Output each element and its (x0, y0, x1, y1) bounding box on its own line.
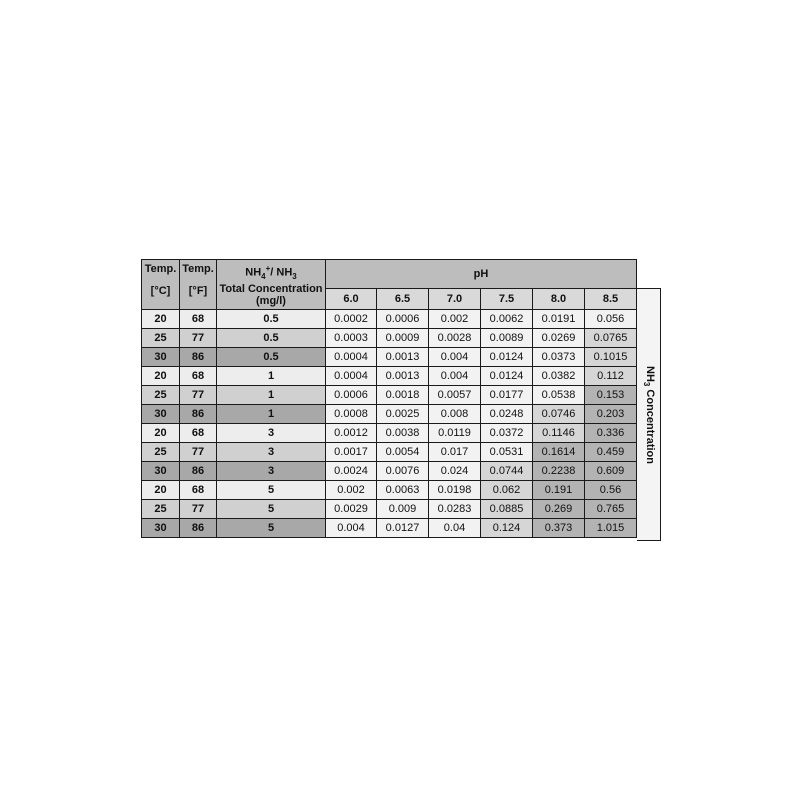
temp-f-cell: 86 (180, 348, 217, 367)
value-cell: 0.112 (585, 367, 637, 386)
value-cell: 0.062 (481, 481, 533, 500)
concentration-cell: 1 (217, 367, 326, 386)
nh3-concentration-side-panel (637, 288, 661, 541)
value-cell: 0.0025 (377, 405, 429, 424)
temp-c-label: Temp. (144, 263, 177, 275)
value-cell: 0.0119 (429, 424, 481, 443)
temp-f-cell: 68 (180, 424, 217, 443)
value-cell: 0.269 (533, 500, 585, 519)
temp-f-cell: 68 (180, 310, 217, 329)
concentration-cell: 0.5 (217, 310, 326, 329)
temp-c-cell: 25 (142, 500, 180, 519)
value-cell: 0.0038 (377, 424, 429, 443)
value-cell: 0.0885 (481, 500, 533, 519)
value-cell: 0.153 (585, 386, 637, 405)
concentration-cell: 5 (217, 519, 326, 538)
concentration-cell: 5 (217, 481, 326, 500)
value-cell: 0.0531 (481, 443, 533, 462)
temp-f-cell: 77 (180, 386, 217, 405)
concentration-cell: 1 (217, 405, 326, 424)
table-row (142, 500, 637, 519)
value-cell: 0.0024 (326, 462, 377, 481)
value-cell: 0.004 (326, 519, 377, 538)
table-row (142, 481, 637, 500)
value-cell: 0.0004 (326, 348, 377, 367)
concentration-formula: $NH_4^+/$ $NH_3$ (245, 264, 297, 281)
value-cell: 0.0283 (429, 500, 481, 519)
table-row (142, 386, 637, 405)
value-cell: 0.017 (429, 443, 481, 462)
value-cell: 0.56 (585, 481, 637, 500)
table-body (142, 310, 637, 538)
value-cell: 0.0017 (326, 443, 377, 462)
value-cell: 0.0006 (326, 386, 377, 405)
value-cell: 0.0269 (533, 329, 585, 348)
ph-value-header: 7.5 (481, 288, 533, 309)
value-cell: 0.0013 (377, 367, 429, 386)
value-cell: 0.004 (429, 348, 481, 367)
nh3-concentration-label: $NH_3$ Concentration (641, 365, 656, 464)
table-row (142, 424, 637, 443)
temp-c-cell: 30 (142, 462, 180, 481)
value-cell: 0.009 (377, 500, 429, 519)
temp-c-cell: 20 (142, 310, 180, 329)
value-cell: 0.0744 (481, 462, 533, 481)
value-cell: 0.0127 (377, 519, 429, 538)
ph-value-header: 8.0 (533, 288, 585, 309)
value-cell: 0.0191 (533, 310, 585, 329)
value-cell: 0.0028 (429, 329, 481, 348)
value-cell: 0.0062 (481, 310, 533, 329)
value-cell: 0.0004 (326, 367, 377, 386)
temp-f-cell: 77 (180, 443, 217, 462)
ph-title: pH (326, 260, 637, 289)
value-cell: 0.0009 (377, 329, 429, 348)
value-cell: 0.002 (429, 310, 481, 329)
value-cell: 0.1146 (533, 424, 585, 443)
value-cell: 0.0012 (326, 424, 377, 443)
table-row (142, 462, 637, 481)
value-cell: 0.0124 (481, 348, 533, 367)
ph-value-header: 6.5 (377, 288, 429, 309)
value-cell: 0.2238 (533, 462, 585, 481)
value-cell: 0.0372 (481, 424, 533, 443)
concentration-cell: 3 (217, 443, 326, 462)
value-cell: 0.1614 (533, 443, 585, 462)
value-cell: 0.124 (481, 519, 533, 538)
value-cell: 0.0018 (377, 386, 429, 405)
temp-f-header (180, 260, 217, 310)
value-cell: 0.0076 (377, 462, 429, 481)
value-cell: 0.0003 (326, 329, 377, 348)
temp-c-header (142, 260, 180, 310)
value-cell: 0.0063 (377, 481, 429, 500)
value-cell: 1.015 (585, 519, 637, 538)
temp-f-cell: 86 (180, 405, 217, 424)
value-cell: 0.0382 (533, 367, 585, 386)
value-cell: 0.609 (585, 462, 637, 481)
value-cell: 0.0013 (377, 348, 429, 367)
value-cell: 0.459 (585, 443, 637, 462)
value-cell: 0.056 (585, 310, 637, 329)
concentration-cell: 0.5 (217, 348, 326, 367)
value-cell: 0.0008 (326, 405, 377, 424)
value-cell: 0.024 (429, 462, 481, 481)
table-row (142, 348, 637, 367)
table-row (142, 310, 637, 329)
value-cell: 0.0248 (481, 405, 533, 424)
ph-value-header: 7.0 (429, 288, 481, 309)
concentration-cell: 3 (217, 462, 326, 481)
value-cell: 0.0124 (481, 367, 533, 386)
value-cell: 0.0538 (533, 386, 585, 405)
temp-f-unit: [°F] (188, 285, 208, 297)
value-cell: 0.336 (585, 424, 637, 443)
temp-c-cell: 20 (142, 481, 180, 500)
table-row (142, 367, 637, 386)
value-cell: 0.0006 (377, 310, 429, 329)
temp-f-cell: 68 (180, 367, 217, 386)
value-cell: 0.0746 (533, 405, 585, 424)
table-row (142, 329, 637, 348)
temp-f-label: Temp. (182, 263, 214, 275)
table-row (142, 519, 637, 538)
concentration-cell: 5 (217, 500, 326, 519)
temp-f-cell: 68 (180, 481, 217, 500)
value-cell: 0.008 (429, 405, 481, 424)
concentration-cell: 1 (217, 386, 326, 405)
value-cell: 0.004 (429, 367, 481, 386)
temp-f-cell: 86 (180, 519, 217, 538)
value-cell: 0.1015 (585, 348, 637, 367)
value-cell: 0.0089 (481, 329, 533, 348)
value-cell: 0.002 (326, 481, 377, 500)
concentration-cell: 0.5 (217, 329, 326, 348)
value-cell: 0.04 (429, 519, 481, 538)
temp-c-cell: 30 (142, 405, 180, 424)
temp-c-unit: [°C] (150, 285, 171, 297)
temp-c-cell: 25 (142, 386, 180, 405)
concentration-unit: (mg/l) (256, 294, 286, 307)
value-cell: 0.373 (533, 519, 585, 538)
temp-c-cell: 25 (142, 443, 180, 462)
value-cell: 0.765 (585, 500, 637, 519)
value-cell: 0.0765 (585, 329, 637, 348)
value-cell: 0.0198 (429, 481, 481, 500)
value-cell: 0.0373 (533, 348, 585, 367)
temp-f-cell: 86 (180, 462, 217, 481)
temp-c-cell: 20 (142, 424, 180, 443)
concentration-header (217, 260, 326, 310)
temp-c-cell: 30 (142, 348, 180, 367)
value-cell: 0.0054 (377, 443, 429, 462)
concentration-label: Total Concentration (219, 282, 323, 295)
temp-c-cell: 30 (142, 519, 180, 538)
value-cell: 0.0057 (429, 386, 481, 405)
temp-f-cell: 77 (180, 329, 217, 348)
ph-value-header: 8.5 (585, 288, 637, 309)
temp-c-cell: 25 (142, 329, 180, 348)
temp-c-cell: 20 (142, 367, 180, 386)
concentration-cell: 3 (217, 424, 326, 443)
value-cell: 0.0029 (326, 500, 377, 519)
table-row (142, 443, 637, 462)
table-row (142, 405, 637, 424)
value-cell: 0.0177 (481, 386, 533, 405)
value-cell: 0.191 (533, 481, 585, 500)
temp-f-cell: 77 (180, 500, 217, 519)
ammonia-table (141, 259, 637, 538)
value-cell: 0.203 (585, 405, 637, 424)
ph-value-header: 6.0 (326, 288, 377, 309)
value-cell: 0.0002 (326, 310, 377, 329)
